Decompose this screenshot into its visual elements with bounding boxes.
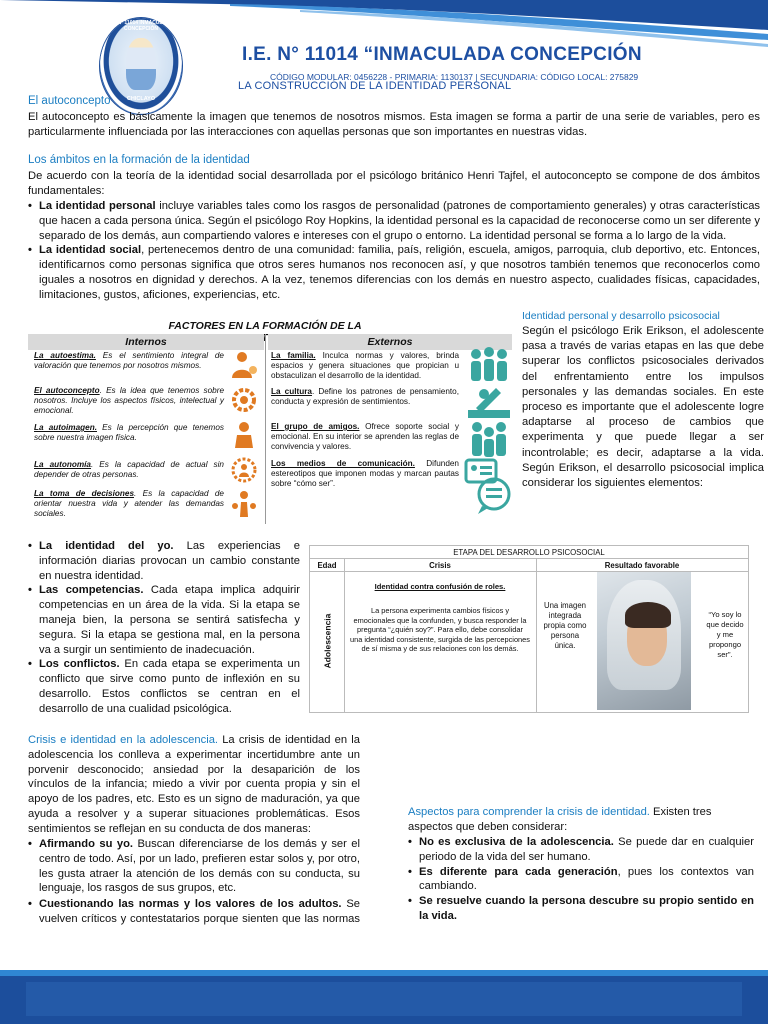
factor-term: Los medios de comunicación.	[271, 459, 415, 468]
person-award-icon	[229, 350, 259, 380]
bullet-term: La identidad personal	[39, 200, 156, 212]
list-item	[28, 657, 300, 716]
bullet-text: , pertenecemos dentro de una comunidad: familia, país, religión, escuela, amigos, parroquia, club deportivo, etc. Entonces, identificarnos como personas significa que otros seres humanos nos reconocen así, y que nosotros también tenemos que reconocerlos como iguales a nosotros en dignidad y derechos. A la vez, tenemos diferencias con los demás en nuestro aspecto, cualidades físicas, capacidades, limitaciones, gustos, aficiones, experiencias, etc.	[39, 244, 760, 301]
erikson-text: Según el psicólogo Erik Erikson, el adolescente pasa a través de varias etapas en las que debe superar los conflictos psicosociales derivados del enfrentamiento entre los impulsos personales y las demandas sociales. En este proceso es importante que el adolescente logre adaptarse al proceso de cambios que experimenta y que puede llegar a ser incontrolable; es decir, adaptarse a la vida. Según Erikson, el desarrollo psicosocial implica considerar los siguientes elementos:	[522, 325, 764, 490]
crisis-list-2	[28, 897, 360, 927]
team-decision-icon	[229, 489, 259, 519]
table-divider	[536, 559, 537, 713]
list-item	[408, 865, 754, 895]
crisis-title: Identidad contra confusión de roles.	[374, 582, 506, 591]
person-icon	[229, 420, 259, 450]
gear-head-icon	[229, 385, 259, 415]
factor-internal-item	[34, 460, 224, 480]
factor-term: La familia.	[271, 351, 316, 360]
list-item	[28, 583, 300, 657]
autoconcepto-text: El autoconcepto es básicamente la imagen que tenemos de nosotros mismos. Esta imagen se forma a partir de una serie de variables, pero es particularmente influenciada por las interacciones con aquellas personas que son importantes en nuestras vidas.	[28, 111, 760, 138]
factor-text: . Es la capacidad de orientar nuestra vida y atender las demandas sociales.	[34, 489, 224, 518]
aspects-list	[408, 835, 754, 924]
elements-list	[28, 539, 300, 717]
externos-header: Externos	[268, 334, 512, 350]
factor-term: La toma de decisiones	[34, 489, 134, 498]
factor-term: La autoestima.	[34, 351, 96, 360]
bullet-term: La identidad del yo.	[39, 540, 174, 552]
bullet-term: Afirmando su yo.	[39, 838, 134, 850]
document-title: LA CONSTRUCCIÓN DE LA IDENTIDAD PERSONAL	[238, 80, 512, 92]
bullet-text: Se vuelven críticos y contestatarios porque sienten que las normas	[39, 898, 360, 925]
footer-panel	[26, 982, 742, 1016]
factor-external-item	[271, 459, 459, 488]
teen-hoodie-photo	[597, 572, 691, 710]
factor-text: Es el sentimiento integral de valoración que tenemos por nosotros mismos.	[34, 351, 224, 370]
bullet-text: En cada etapa se experimenta un conflicto que sirve como punto de inflexión en su desarrollo. Estos conflictos se centran en el desarrollo de una cualidad psicológica.	[39, 658, 300, 715]
footer-stripe	[0, 970, 768, 976]
crisis-bullet2-wrapper	[28, 897, 360, 927]
crisis-heading: Crisis e identidad en la adolescencia.	[28, 734, 219, 746]
column-header-resultado: Resultado favorable	[536, 559, 748, 572]
list-item	[28, 243, 760, 302]
crisis-continuation	[416, 733, 752, 793]
bullet-text: Buscan diferenciarse de los demás y ser el centro de todo. Así, por un lado, prefieren estar solos y, por otro, les gusta atraer la atención de los demás con su conducta, su lenguaje, los rasgos de sus grupos, etc.	[39, 838, 361, 895]
factor-term: La cultura	[271, 387, 312, 396]
list-item	[408, 894, 754, 924]
hair-shape	[625, 602, 671, 628]
seal-top-text: I.E. Nº 11014 INMACULADA CONCEPCIÓN	[108, 20, 174, 32]
factor-text: Inculca normas y valores, brinda espacios y genera situaciones que propician u obstaculizan el desarrollo de la identidad.	[271, 351, 460, 380]
list-item	[28, 539, 300, 583]
erikson-heading: Identidad personal y desarrollo psicosocial	[522, 310, 720, 322]
gear-person-icon	[229, 455, 259, 485]
bullet-text: Las experiencias e información diarias provocan un cambio constante en nuestra identidad.	[39, 540, 300, 582]
column-header-crisis: Crisis	[344, 559, 536, 572]
bullet-term: Se resuelve cuando la persona descubre su propio sentido en la vida.	[419, 895, 754, 922]
list-item	[408, 835, 754, 865]
bullet-term: Cuestionando las normas y los valores de los adultos.	[39, 898, 342, 910]
quote-text: “Yo soy lo que decido y me propongo ser”.	[706, 610, 744, 659]
factors-title: FACTORES EN LA FORMACIÓN DE LA	[168, 320, 362, 332]
ambitos-list	[28, 199, 760, 303]
bullet-term: No es exclusiva de la adolescencia.	[419, 836, 614, 848]
bullet-term: Los conflictos.	[39, 658, 120, 671]
ambitos-intro: De acuerdo con la teoría de la identidad social desarrollada por el psicólogo británico Henri Tajfel, el autoconcepto se compone de dos ámbitos fundamentales:	[28, 170, 760, 197]
factor-text: . Define los patrones de pensamiento, conducta y expresión de sentimientos.	[271, 387, 459, 406]
family-icon	[466, 346, 512, 384]
virgin-figure-icon	[126, 38, 156, 90]
aspects-intro: Existen tres aspectos que deben considerar:	[408, 806, 712, 833]
writing-hand-icon	[466, 384, 512, 422]
crisis-paragraph	[28, 733, 360, 837]
bullet-text: incluye variables tales como los rasgos de personalidad (patrones de comportamiento generales) y otras características que hacen a cada persona única. Según el psicólogo Roy Hopkins, la identidad personal es la capacidad de reconocerse como un ser diferente y separado de los demás, aun compartiendo valores e intereses con el grupo o entorno. La identidad personal se forma a lo largo de la vida.	[39, 200, 761, 242]
factor-external-item	[271, 422, 459, 451]
factor-text: . Es la capacidad de actual sin depender de otras personas.	[34, 460, 224, 479]
crisis-text: La crisis de identidad en la adolescencia los conlleva a experimentar incertidumbre ante un porvenir desconocido; ansiedad por la desaparición de los vínculos de la infancia; miedo a vivir por cuenta propia y sin el apoyo de los padres, etc. Esto es un signo de maduración, ya que ayuda a resolver y a superar situaciones problemáticas. Esos sentimientos se reflejan en su conducta de dos maneras:	[28, 734, 361, 835]
factor-text: . Es la idea que tenemos sobre nosotros. Incluye los aspectos físicos, intelectual y emocional.	[34, 386, 225, 415]
factor-internal-item	[34, 423, 224, 443]
autoconcepto-heading: El autoconcepto	[28, 95, 111, 107]
bullet-text: Se puede dar en cualquier periodo de la vida del ser humano.	[419, 836, 754, 863]
bullet-term: La identidad social	[39, 244, 142, 257]
bullet-text: Cada etapa implica adquirir competencias en un área de la vida. Si la etapa se maneja bien, la persona se sentirá satisfecha y segura. Si la etapa se gestiona mal, en la persona va a surgir un sentimiento de inadecuación.	[39, 584, 300, 656]
bullet-text: , pues los contextos van cambiando.	[419, 865, 754, 893]
factor-term: La autoimagen.	[34, 423, 97, 432]
factor-internal-item	[34, 489, 224, 518]
list-item	[28, 837, 360, 896]
edad-value: Adolescencia	[322, 613, 332, 669]
bullet-term: Las competencias.	[39, 584, 144, 597]
bullet-term: Es diferente para cada generación	[419, 865, 618, 878]
factor-external-item	[271, 387, 459, 407]
factor-term: El autoconcepto	[34, 386, 100, 395]
seal-bottom-text: CHICLAYO	[126, 96, 156, 102]
school-seal	[100, 18, 182, 114]
factors-divider	[265, 334, 266, 524]
table-divider	[344, 559, 345, 713]
friends-group-icon	[466, 420, 512, 458]
factor-term: El grupo de amigos.	[271, 422, 360, 431]
edad-cell	[313, 606, 341, 676]
resultado-text: Una imagen integrada propia como persona única.	[543, 601, 587, 650]
school-codes: CÓDIGO MODULAR: 0456228 - PRIMARIA: 1130137 | SECUNDARIA: CÓDIGO LOCAL: 275829	[270, 72, 639, 82]
school-name: I.E. N° 11014 “INMACULADA CONCEPCIÓN	[242, 44, 642, 65]
factor-text: Ofrece soporte social y emocional. En su interior se aprenden las reglas de convivencia y valores.	[271, 422, 459, 451]
column-header-edad: Edad	[310, 559, 344, 572]
factor-text: Es la percepción que tenemos sobre nuestra imagen física.	[34, 423, 224, 442]
crisis-list	[28, 837, 360, 896]
aspects-heading: Aspectos para comprender la crisis de identidad.	[408, 806, 650, 818]
crisis-text: La persona experimenta cambios físicos y emocionales que la confunden, y busca responder la pregunta “¿quién soy?”. Para ello, debe consolidar una identidad consistente, surgida de las percepciones de sí misma y de sus relaciones con los demás.	[350, 606, 530, 654]
aspects-paragraph	[408, 805, 754, 835]
factor-internal-item	[34, 351, 224, 371]
factor-text: Difunden estereotipos que imponen modas y marcan pautas sobre “cómo ser”.	[271, 459, 459, 488]
media-chat-icon	[464, 458, 512, 516]
list-item	[28, 897, 360, 927]
factor-term: La autonomía	[34, 460, 91, 469]
table-caption: ETAPA DEL DESARROLLO PSICOSOCIAL	[310, 546, 748, 559]
ambitos-heading: Los ámbitos en la formación de la identidad	[28, 154, 250, 166]
factor-external-item	[271, 351, 459, 380]
factor-internal-item	[34, 386, 224, 415]
footer-banner	[0, 970, 768, 1024]
internos-header: Internos	[28, 334, 264, 350]
list-item	[28, 199, 760, 243]
